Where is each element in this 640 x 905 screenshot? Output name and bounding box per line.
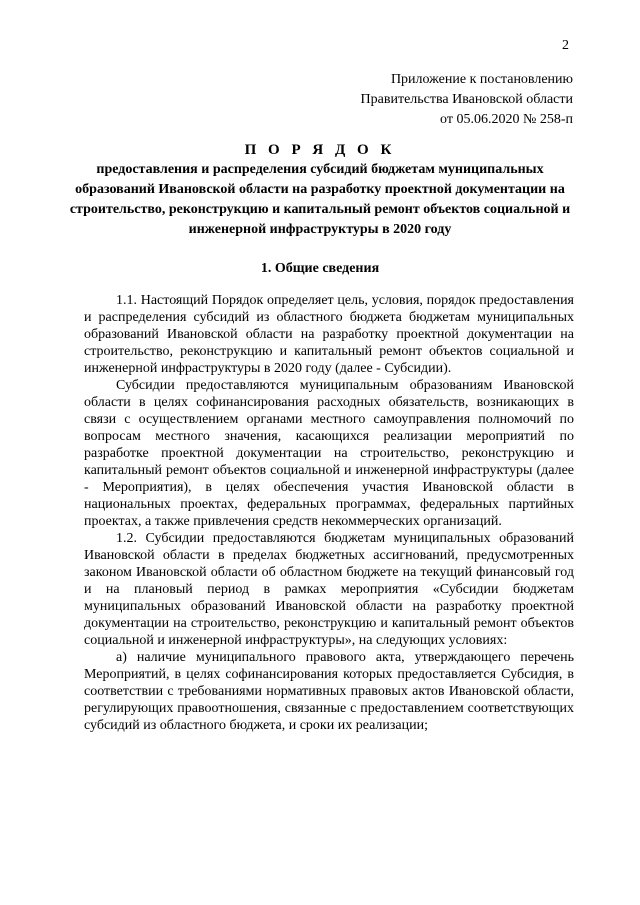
paragraph: 1.2. Субсидии предоставляются бюджетам муниципальных образований Ивановской области в пределах бюджетных ассигнований, предусмотренных законом Ивановской области об областном бюджете на текущий финансовый год и на плановый период в рамках мероприятия «Субсидии бюджетам муниципальных образований Ивановской области на разработку проектной документации на строительство, реконструкцию и капитальный ремонт объектов социальной и инженерной инфраструктуры», на следующих условиях: bbox=[84, 531, 574, 648]
page-number: 2 bbox=[562, 38, 569, 53]
document-body bbox=[84, 292, 574, 734]
paragraph: а) наличие муниципального правового акта, утверждающего перечень Мероприятий, в целях софинансирования которых предоставляется Субсидия, в соответствии с требованиями нормативных правовых актов Ивановской области, регулирующих правоотношения, связанные с предоставлением соответствующих субсидий из областного бюджета, и сроки их реализации; bbox=[84, 650, 574, 733]
document-title bbox=[66, 140, 574, 240]
paragraph: 1.1. Настоящий Порядок определяет цель, условия, порядок предоставления и распределения субсидий из областного бюджета бюджетам муниципальных образований Ивановской области на разработку проектной документации на строительство, реконструкцию и капитальный ремонт объектов социальной и инженерной инфраструктуры в 2020 году (далее - Субсидии). bbox=[84, 293, 574, 376]
title-word: П О Р Я Д О К bbox=[244, 142, 396, 158]
section-heading: 1. Общие сведения bbox=[260, 261, 380, 276]
paragraph: Субсидии предоставляются муниципальным образованиям Ивановской области в целях софинансирования расходных обязательств, возникающих в связи с осуществлением органами местного самоуправления полномочий по вопросам местного значения, касающихся реализации мероприятий по разработке проектной документации на строительство, реконструкцию и капитальный ремонт объектов социальной и инженерной инфраструктуры (далее - Мероприятия), в целях обеспечения участия Ивановской области в национальных проектах, федеральных программах, федеральных партийных проектах, а также привлечения средств некоммерческих организаций. bbox=[84, 378, 574, 529]
appendix-block bbox=[340, 70, 573, 130]
appendix-line-2: Правительства Ивановской области bbox=[360, 92, 573, 107]
appendix-line-1: Приложение к постановлению bbox=[390, 72, 573, 87]
appendix-line-3: от 05.06.2020 № 258-п bbox=[440, 112, 573, 127]
title-subtitle: предоставления и распределения субсидий бюджетам муниципальных образований Ивановской области на разработку проектной документации на строительство, реконструкцию и капитальный ремонт объектов социальной и инженерной инфраструктуры в 2020 году bbox=[69, 162, 571, 237]
